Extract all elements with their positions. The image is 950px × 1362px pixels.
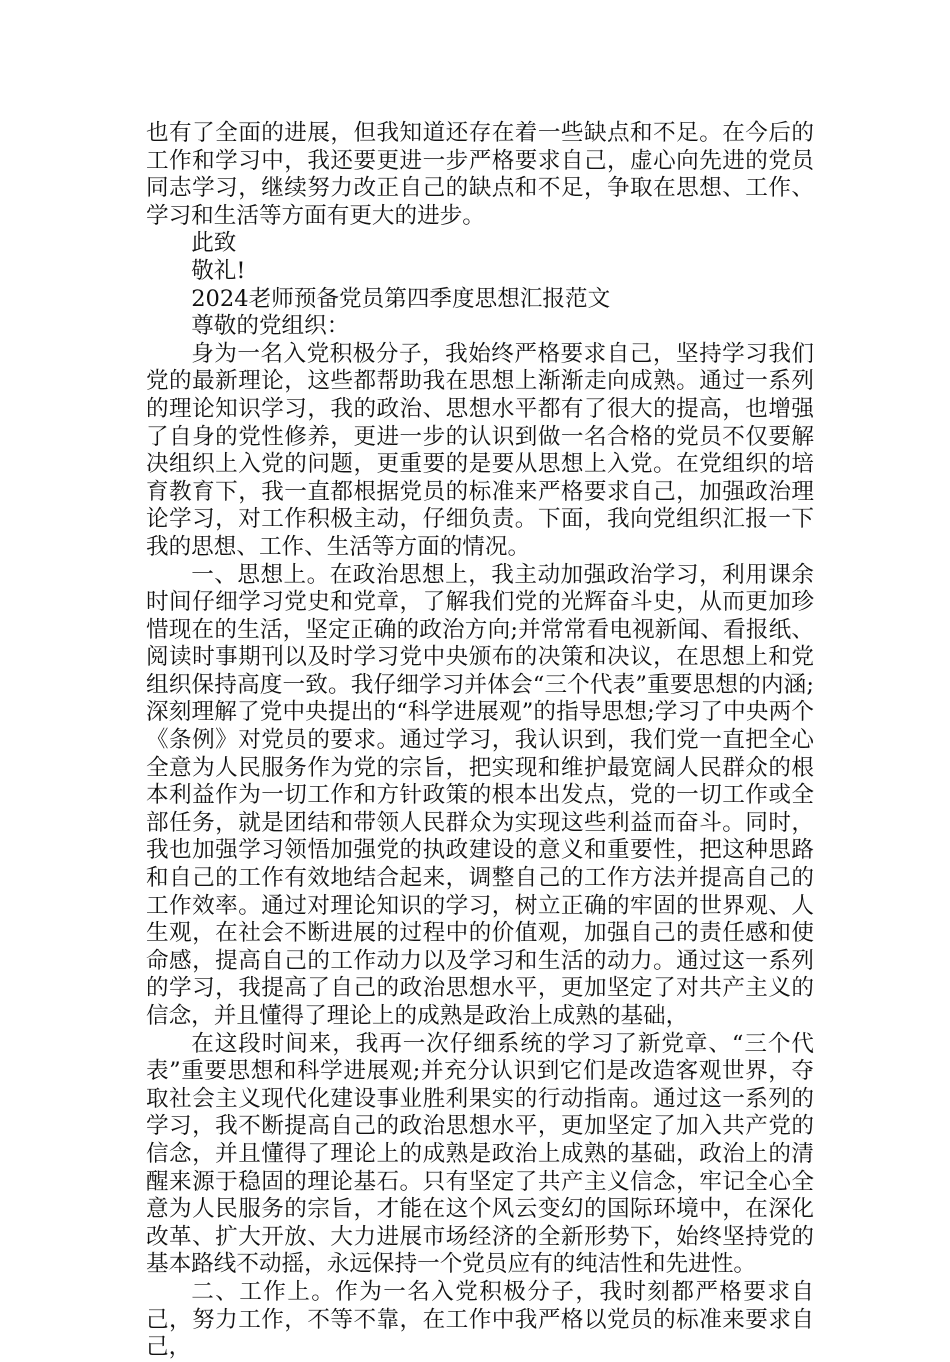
document-title: 2024老师预备党员第四季度思想汇报范文: [191, 285, 611, 312]
paragraph-closing-summary: 也有了全面的进展，但我知道还存在着一些缺点和不足。在今后的工作和学习中，我还要更进一步严格要求自己，虚心向先进的党员同志学习，继续努力改正自己的缺点和不足，争取在思想、工作、学习和生活等方面有更大的进步。: [146, 120, 814, 229]
document-body: [146, 120, 814, 1362]
paragraph-recent-study: 在这段时间来，我再一次仔细系统的学习了新党章、“三个代表”重要思想和科学进展观;并充分认识到它们是改造客观世界，夺取社会主义现代化建设事业胜利果实的行动指南。通过这一系列的学习，我不断提高自己的政治思想水平，更加坚定了加入共产党的信念，并且懂得了理论上的成熟是政治上成熟的基础，政治上的清醒来源于稳固的理论基石。只有坚定了共产主义信念，牢记全心全意为人民服务的宗旨，才能在这个风云变幻的国际环境中，在深化改革、扩大开放、大力进展市场经济的全新形势下，始终坚持党的基本路线不动摇，永远保持一个党员应有的纯洁性和先进性。: [146, 1030, 814, 1278]
salutation-cizhi: 此致: [191, 230, 237, 257]
greeting: 尊敬的党组织：: [191, 313, 350, 340]
paragraph-ideology: 一、思想上。在政治思想上，我主动加强政治学习，利用课余时间仔细学习党史和党章，了解我们党的光辉奋斗史，从而更加珍惜现在的生活，坚定正确的政治方向;并常常看电视新闻、看报纸、阅读时事期刊以及时学习党中央颁布的决策和决议，在思想上和党组织保持高度一致。我仔细学习并体会“三个代表”重要思想的内涵;深刻理解了党中央提出的“科学进展观”的指导思想;学习了中央两个《条例》对党员的要求。通过学习，我认识到，我们党一直把全心全意为人民服务作为党的宗旨，把实现和维护最宽阔人民群众的根本利益作为一切工作和方针政策的根本出发点，党的一切工作或全部任务，就是团结和带领人民群众为实现这些利益而奋斗。同时，我也加强学习领悟加强党的执政建设的意义和重要性，把这种思路和自己的工作有效地结合起来，调整自己的工作方法并提高自己的工作效率。通过对理论知识的学习，树立正确的牢固的世界观、人生观，在社会不断进展的过程中的价值观，加强自己的责任感和使命感，提高自己的工作动力以及学习和生活的动力。通过这一系列的学习，我提高了自己的政治思想水平，更加坚定了对共产主义的信念，并且懂得了理论上的成熟是政治上成熟的基础，: [146, 561, 814, 1029]
paragraph-work: 二、工作上。作为一名入党积极分子，我时刻都严格要求自己，努力工作，不等不靠，在工作中我严格以党员的标准来要求自己，: [146, 1278, 814, 1361]
salutation-jingli: 敬礼!: [191, 257, 246, 284]
paragraph-intro: 身为一名入党积极分子，我始终严格要求自己，坚持学习我们党的最新理论，这些都帮助我在思想上渐渐走向成熟。通过一系列的理论知识学习，我的政治、思想水平都有了很大的提高，也增强了自身的党性修养，更进一步的认识到做一名合格的党员不仅要解决组织上入党的问题，更重要的是要从思想上入党。在党组织的培育教育下，我一直都根据党员的标准来严格要求自己，加强政治理论学习，对工作积极主动，仔细负责。下面，我向党组织汇报一下我的思想、工作、生活等方面的情况。: [146, 340, 814, 560]
